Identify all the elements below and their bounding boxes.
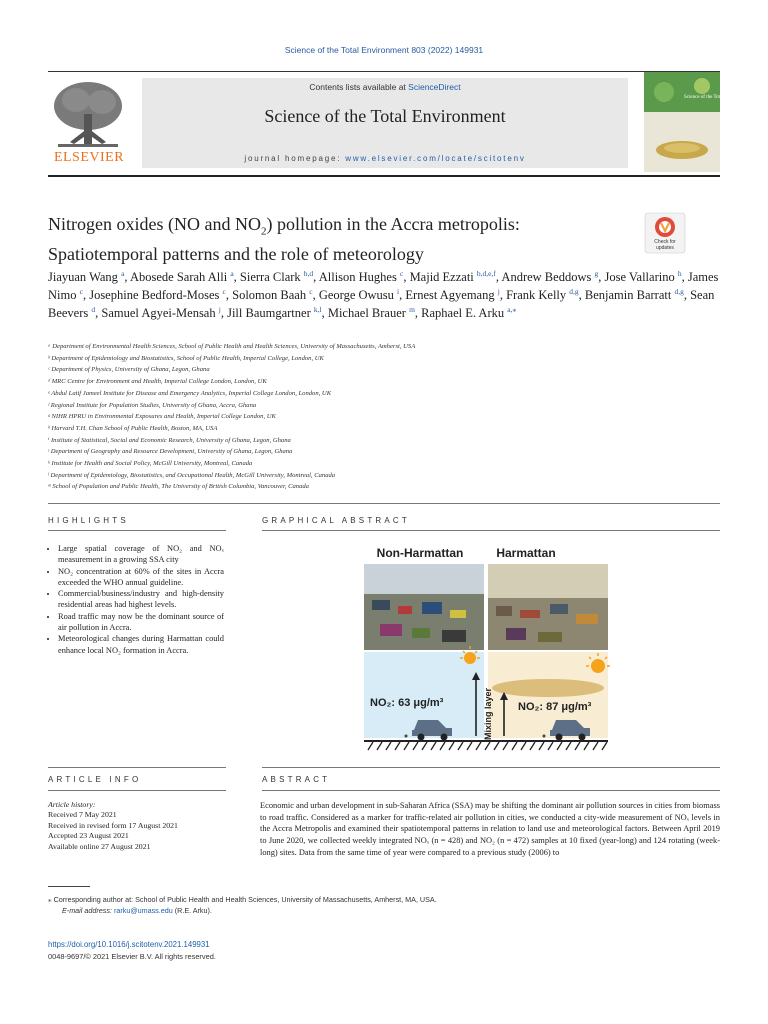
author-affiliation-mark[interactable]: g: [594, 268, 599, 278]
title-subscript: 2: [260, 225, 267, 238]
author-affiliation-mark[interactable]: j: [497, 286, 500, 296]
author-affiliation-mark[interactable]: d: [91, 304, 96, 314]
revised-date: Received in revised form 17 August 2021: [48, 820, 178, 830]
title-part-b: ) pollution in the Accra metropolis:: [266, 214, 520, 234]
doi-link[interactable]: https://doi.org/10.1016/j.scitotenv.2021.149931: [48, 940, 210, 949]
author-affiliation-mark[interactable]: a: [230, 268, 234, 278]
author-affiliation-mark[interactable]: k,l: [313, 304, 322, 314]
affiliation-list: [48, 341, 728, 493]
author-affiliation-mark[interactable]: c: [399, 268, 404, 278]
author-name[interactable]: Allison Hughes: [318, 270, 397, 284]
abstract-text: Economic and urban development in sub-Saharan Africa (SSA) may be shifting the dominant air pollution sources in cities from biomass to road traffic. Considered as a marker for traffic-related air pollution in cities, we conducted a city-wide measurement of NOₓ levels in the Accra Metropolis and examined their spatiotemporal patterns in relation to land use and meteorological factors. Between April 2019 to June 2020, we collected weekly integrated NOₓ (n = 428) and NO₂ (n = 472) samples at 10 fixed (year-long) and 124 rotating (week-long) sites. Data from the same time of year were compared to a previous study (2006) to: [260, 801, 720, 857]
accepted-date: Accepted 23 August 2021: [48, 831, 129, 841]
ga-right-label: Harmattan: [496, 546, 556, 560]
affiliation-item: ʲ Department of Geography and Resource Development, University of Ghana, Legon, Ghana: [48, 448, 293, 456]
footnote-rule: [48, 886, 90, 887]
author-list: Jiayuan Wang $^a$, Abosede Sarah Alli $^a$, Sierra Clark $^{b,d}$, Allison Hughes $^c$, Majid Ezzati $^{b,d,e,f}$, Andrew Beddows $^g$, Jose Vallarino $^h$, James Nimo $^c$, Josephine Bedford-Moses $^c$, Solomon Baah $^c$, George Owusu $^i$, Ernest Agyemang $^j$, Frank Kelly $^{d,g}$, Benjamin Barratt $^{d,g}$, Sean Beevers $^d$, Samuel Agyei-Mensah $^j$, Jill Baumgartner $^{k,l}$, Michael Brauer $^m$, Raphael E. Arku $^{a,⁎}$: [48, 268, 719, 320]
crossmark-icon: [645, 213, 685, 253]
author-name[interactable]: Andrew Beddows: [501, 270, 592, 284]
received-date: Received 7 May 2021: [48, 810, 117, 820]
author-affiliation-mark[interactable]: m: [409, 304, 415, 314]
affiliation-item: ᵐ School of Population and Public Health, The University of British Columbia, Vancouver, Canada: [48, 483, 309, 491]
author-name[interactable]: George Owusu: [318, 288, 394, 302]
homepage-prefix: journal homepage:: [244, 154, 346, 163]
author-affiliation-mark[interactable]: j: [218, 304, 221, 314]
ga-right-value: NO₂: 87 μg/m³: [518, 701, 592, 713]
ga-haze-layer: [492, 679, 604, 697]
graphical-abstract-rule: [262, 530, 720, 531]
affiliation-item: ᶜ Department of Physics, University of Ghana, Legon, Ghana: [48, 366, 210, 374]
graphical-abstract-heading: GRAPHICAL ABSTRACT: [262, 516, 410, 525]
author-name[interactable]: Ernest Agyemang: [405, 288, 495, 302]
issn-copyright: 0048-9697/© 2021 Elsevier B.V. All rights reserved.: [48, 952, 216, 961]
contents-line: [142, 82, 628, 92]
author-name[interactable]: Majid Ezzati: [409, 270, 474, 284]
author-name[interactable]: Abosede Sarah Alli: [129, 270, 228, 284]
ga-left-photo: [364, 564, 484, 650]
highlight-item: • Road traffic may now be the dominant source of air pollution in Accra.: [58, 611, 224, 634]
affiliation-item: ᶠ Regional Institute for Population Studies, University of Ghana, Accra, Ghana: [48, 401, 257, 409]
ga-left-label: Non-Harmattan: [376, 546, 464, 560]
affiliation-item: ᵉ Abdul Latif Jameel Institute for Disease and Emergency Analytics, Imperial College London, London, UK: [48, 389, 332, 397]
author-name[interactable]: Raphael E. Arku: [421, 306, 505, 320]
article-info-rule: [48, 790, 226, 791]
affiliation-item: ᵍ NIHR HPRU in Environmental Exposures and Health, Imperial College London, UK: [48, 413, 276, 421]
author-affiliation-mark[interactable]: c: [222, 286, 226, 296]
contents-prefix: Contents lists available at: [309, 82, 409, 92]
highlight-item: • Large spatial coverage of NO₂ and NOₓ measurement in a growing SSA city: [58, 543, 224, 566]
crossmark-badge[interactable]: [645, 213, 685, 253]
affiliation-item: ⁱ Institute of Statistical, Social and Economic Research, University of Ghana, Legon, Ghana: [48, 436, 291, 444]
journal-homepage: [142, 154, 628, 163]
email-label: E-mail address:: [62, 906, 114, 915]
author-name[interactable]: Josephine Bedford-Moses: [89, 288, 220, 302]
author-affiliation-mark[interactable]: c: [79, 286, 83, 296]
homepage-link[interactable]: www.elsevier.com/locate/scitotenv: [345, 154, 526, 163]
author-affiliation-mark[interactable]: a,⁎: [507, 304, 517, 314]
corresponding-author: ⁎ Corresponding author at: School of Public Health and Health Sciences, University of Massachusetts, Amherst, MA, USA.: [48, 895, 437, 904]
article-info-top-rule: [48, 767, 226, 768]
ga-left-value: NO₂: 63 μg/m³: [370, 697, 444, 709]
email-suffix: (R.E. Arku).: [172, 906, 212, 915]
highlights-list: [48, 543, 224, 656]
author-name[interactable]: Frank Kelly: [506, 288, 567, 302]
header-rule-top: [48, 71, 720, 72]
author-name[interactable]: Benjamin Barratt: [584, 288, 672, 302]
cover-title: Science of the Total Environment: [684, 95, 752, 100]
author-name[interactable]: Samuel Agyei-Mensah: [101, 306, 216, 320]
author-affiliation-mark[interactable]: b,d,e,f: [476, 268, 496, 278]
highlight-item: • Meteorological changes during Harmattan could enhance local NO₂ formation in Accra.: [58, 633, 224, 656]
article-info-heading: ARTICLE INFO: [48, 775, 142, 784]
author-affiliation-mark[interactable]: c: [309, 286, 313, 296]
email-line: [48, 905, 648, 916]
ga-mixing-label: Mixing layer: [483, 687, 493, 740]
author-name[interactable]: Jose Vallarino: [604, 270, 675, 284]
corresponding-footnote: [48, 894, 648, 916]
article-history: [48, 800, 238, 852]
highlights-rule: [48, 530, 226, 531]
sciencedirect-link[interactable]: ScienceDirect: [408, 82, 461, 92]
author-affiliation-mark[interactable]: i: [397, 286, 400, 296]
journal-citation[interactable]: Science of the Total Environment 803 (2022) 149931: [284, 45, 484, 55]
highlights-heading: HIGHLIGHTS: [48, 516, 129, 525]
journal-title: Science of the Total Environment: [264, 106, 506, 126]
email-link[interactable]: rarku@umass.edu: [113, 906, 173, 915]
author-name[interactable]: Jiayuan Wang: [48, 270, 118, 284]
title-part-a: Nitrogen oxides (NO and NO: [48, 214, 261, 234]
history-label: Article history:: [48, 800, 96, 809]
author-name[interactable]: James Nimo: [48, 270, 719, 302]
highlight-item: • NO₂ concentration at 60% of the sites in Accra exceeded the WHO annual guideline.: [58, 566, 224, 589]
online-date: Available online 27 August 2021: [48, 841, 151, 851]
author-affiliation-mark[interactable]: d,g: [569, 286, 579, 296]
affiliation-item: ˡ Department of Epidemiology, Biostatistics, and Occupational Health, McGill University, Montreal, Canada: [48, 471, 336, 479]
journal-cover-image[interactable]: [644, 72, 752, 172]
affiliation-item: ᵈ MRC Centre for Environment and Health, Imperial College London, London, UK: [48, 378, 267, 386]
highlight-item: • Commercial/business/industry and high-density residential areas had highest levels.: [58, 588, 224, 611]
author-affiliation-mark[interactable]: d,g: [674, 286, 684, 296]
abstract-rule: [262, 790, 720, 791]
crossmark-line1: Check for: [654, 239, 676, 245]
abstract-top-rule: [262, 767, 720, 768]
author-affiliation-mark[interactable]: b,d: [303, 268, 314, 278]
author-name[interactable]: Solomon Baah: [232, 288, 307, 302]
title-line-2: Spatiotemporal patterns and the role of meteorology: [48, 243, 424, 264]
ga-right-photo: [488, 564, 608, 650]
section-rule-1: [48, 503, 720, 504]
header-rule-bottom: [48, 175, 720, 177]
author-name[interactable]: Michael Brauer: [327, 306, 406, 320]
abstract-heading: ABSTRACT: [262, 775, 331, 784]
author-name[interactable]: Sierra Clark: [239, 270, 301, 284]
affiliation-item: ᵏ Institute for Health and Social Policy, McGill University, Montreal, Canada: [48, 460, 253, 468]
affiliation-item: ᵇ Department of Epidemiology and Biostatistics, School of Public Health, Imperial College, London, UK: [48, 354, 324, 362]
publisher-wordmark: ELSEVIER: [53, 150, 125, 165]
author-affiliation-mark[interactable]: a: [121, 268, 125, 278]
affiliation-item: ᵃ Department of Environmental Health Sciences, School of Public Health and Health Sciences, University of Massachusetts, Amherst, USA: [48, 343, 416, 350]
graphical-abstract-figure[interactable]: [262, 540, 720, 752]
author-name[interactable]: Sean Beevers: [48, 288, 715, 320]
article-title: [48, 213, 608, 265]
crossmark-line2: updates: [656, 245, 674, 251]
affiliation-item: ʰ Harvard T.H. Chan School of Public Health, Boston, MA, USA: [48, 424, 218, 432]
author-name[interactable]: Jill Baumgartner: [227, 306, 311, 320]
author-affiliation-mark[interactable]: h: [677, 268, 682, 278]
